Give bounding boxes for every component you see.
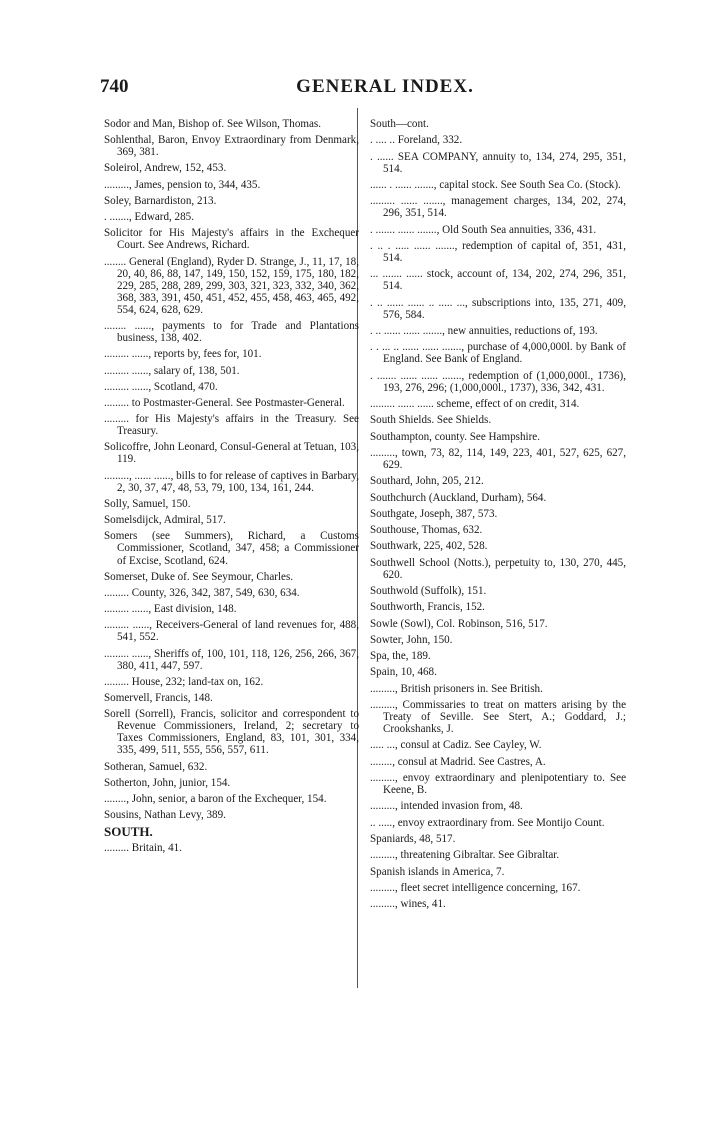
index-entry: ......... ......, Receivers-General of land revenues for, 488, 541, 552.	[104, 619, 359, 644]
index-entry: Somers (see Summers), Richard, a Customs Commissioner, Scotland, 347, 458; a Commissioner of Excise, Scotland, 624.	[104, 530, 359, 567]
index-entry: Southgate, Joseph, 387, 573.	[370, 507, 498, 520]
index-entry: Soleirol, Andrew, 152, 453.	[104, 162, 227, 175]
index-entry: ......... ...... ......., management charges, 134, 202, 274, 296, 351, 514.	[370, 195, 626, 220]
index-entry: ........., fleet secret intelligence concerning, 167.	[370, 881, 581, 894]
index-entry: . ......., Edward, 285.	[104, 211, 194, 224]
index-entry: ........ ......, payments to for Trade and Plantations business, 138, 402.	[104, 320, 359, 345]
index-entry: ......... ......, salary of, 138, 501.	[104, 364, 240, 377]
index-entry: ........., town, 73, 82, 114, 149, 223, 401, 527, 625, 627, 629.	[370, 446, 626, 471]
index-entry: ......... ......, East division, 148.	[104, 603, 237, 616]
index-entry: ..... ..., consul at Cadiz. See Cayley, W.	[370, 739, 542, 752]
index-entry: . ....... ...... ......., Old South Sea annuities, 336, 431.	[370, 223, 597, 236]
index-entry: ........, consul at Madrid. See Castres, A.	[370, 755, 546, 768]
index-entry: ........., Commissaries to treat on matters arising by the Treaty of Seville. See Stert, A.; Goddard, J.; Crookshanks, J.	[370, 699, 626, 736]
right-entry-list	[370, 118, 626, 910]
index-entry: Somerset, Duke of. See Seymour, Charles.	[104, 570, 294, 583]
index-entry: Sotheran, Samuel, 632.	[104, 760, 208, 773]
index-entry: Southchurch (Auckland, Durham), 564.	[370, 491, 547, 504]
index-entry: ......... for His Majesty's affairs in the Treasury. See Treasury.	[104, 413, 359, 438]
index-entry: ......... ......, reports by, fees for, 101.	[104, 348, 262, 361]
index-entry: South—cont.	[370, 118, 429, 130]
index-entry: ......... County, 326, 342, 387, 549, 630, 634.	[104, 586, 300, 599]
index-entry: Somervell, Francis, 148.	[104, 692, 213, 704]
index-entry: ........., British prisoners in. See British.	[370, 682, 543, 695]
index-entry: ......... ...... ...... scheme, effect of on credit, 314.	[370, 398, 580, 411]
index-entry: Southampton, county. See Hampshire.	[370, 430, 540, 443]
left-column	[104, 118, 359, 859]
index-entry: Soley, Barnardiston, 213.	[104, 194, 217, 207]
index-entry: Spain, 10, 468.	[370, 666, 437, 679]
page-number: 740	[100, 76, 129, 97]
index-entry: Sowter, John, 150.	[370, 633, 453, 646]
index-entry: ........ General (England), Ryder D. Strange, J., 11, 17, 18, 20, 40, 86, 88, 147, 149, 150, 152, 159, 175, 180, 182, 229, 285, 288, 289, 299, 303, 321, 323, 332, 340, 362, 368, 383, 391, 450, 451, 452, 455, 458, 463, 465, 492, 554, 624, 628, 629.	[104, 255, 359, 316]
index-entry: . .. ...... ...... .. ..... ..., subscriptions into, 135, 271, 409, 576, 584.	[370, 296, 626, 321]
right-column	[370, 118, 626, 914]
index-entry: Southard, John, 205, 212.	[370, 475, 484, 488]
index-entry: Sohlenthal, Baron, Envoy Extraordinary from Denmark, 369, 381.	[104, 134, 359, 159]
index-entry: Solicitor for His Majesty's affairs in the Exchequer Court. See Andrews, Richard.	[104, 227, 359, 252]
index-entry: Sodor and Man, Bishop of. See Wilson, Thomas.	[104, 118, 322, 130]
index-entry: Sorell (Sorrell), Francis, solicitor and correspondent to Revenue Commissioners, Ireland, 2; secretary to Taxes Commissioners, England, 83, 101, 301, 334, 335, 499, 511, 555, 556, 557, 611.	[104, 708, 359, 757]
index-entry: Southwold (Suffolk), 151.	[370, 585, 487, 598]
index-entry: Spanish islands in America, 7.	[370, 865, 505, 878]
index-entry: . ....... ...... ...... ......., redemption of (1,000,000l., 1736), 193, 276, 296; (1,000,000l., 1737), 336, 342, 431.	[370, 369, 626, 394]
index-entry: Solicoffre, John Leonard, Consul-General at Tetuan, 103, 119.	[104, 441, 359, 466]
page-header	[100, 76, 670, 102]
index-entry: ... ....... ...... stock, account of, 134, 202, 274, 296, 351, 514.	[370, 268, 626, 293]
index-entry: Spaniards, 48, 517.	[370, 832, 456, 845]
index-entry: ......... ......, Scotland, 470.	[104, 380, 218, 393]
index-entry: Southwark, 225, 402, 528.	[370, 540, 488, 553]
index-entry: .. ....., envoy extraordinary from. See Montijo Count.	[370, 816, 605, 829]
index-entry: Sousins, Nathan Levy, 389.	[104, 809, 226, 822]
index-entry: . .... .. Foreland, 332.	[370, 134, 463, 147]
index-entry: ........., ...... ......, bills to for release of captives in Barbary, 2, 30, 37, 47, 48, 53, 79, 100, 134, 161, 244.	[104, 469, 359, 494]
index-entry: . .. ...... ...... ......., new annuities, reductions of, 193.	[370, 325, 598, 337]
index-entry: ........., intended invasion from, 48.	[370, 800, 523, 813]
index-entry: ........., James, pension to, 344, 435.	[104, 178, 261, 191]
index-entry: ........., threatening Gibraltar. See Gibraltar.	[370, 849, 560, 862]
left-after-heading-list	[104, 842, 359, 854]
index-entry: Solly, Samuel, 150.	[104, 497, 191, 510]
index-entry: ......... ......, Sheriffs of, 100, 101, 118, 126, 256, 266, 367, 380, 411, 447, 597.	[104, 647, 359, 672]
page-title: GENERAL INDEX.	[296, 76, 474, 97]
index-entry: ........, John, senior, a baron of the Exchequer, 154.	[104, 793, 327, 806]
index-entry: . . ... .. ...... ...... ......., purchase of 4,000,000l. by Bank of England. See Bank of England.	[370, 341, 626, 366]
section-heading-south: SOUTH.	[104, 824, 153, 840]
index-entry: ........., wines, 41.	[370, 898, 446, 911]
left-entry-list	[104, 118, 359, 821]
index-entry: ......... House, 232; land-tax on, 162.	[104, 675, 264, 688]
index-entry: ......... to Postmaster-General. See Postmaster-General.	[104, 396, 345, 409]
index-entry: Southwell School (Notts.), perpetuity to, 130, 270, 445, 620.	[370, 556, 626, 581]
index-entry: Somelsdijck, Admiral, 517.	[104, 514, 226, 527]
index-entry: . .. . ..... ...... ......., redemption of capital of, 351, 431, 514.	[370, 239, 626, 264]
index-entry: ......... Britain, 41.	[104, 842, 182, 855]
index-entry: Southworth, Francis, 152.	[370, 601, 485, 614]
index-entry: South Shields. See Shields.	[370, 414, 492, 427]
index-entry: Sowle (Sowl), Col. Robinson, 516, 517.	[370, 617, 548, 630]
index-entry: Spa, the, 189.	[370, 650, 431, 663]
index-entry: Southouse, Thomas, 632.	[370, 524, 483, 537]
index-entry: Sotherton, John, junior, 154.	[104, 776, 231, 789]
index-entry: . ...... SEA COMPANY, annuity to, 134, 274, 295, 351, 514.	[370, 150, 626, 175]
index-entry: ........., envoy extraordinary and plenipotentiary to. See Keene, B.	[370, 772, 626, 797]
index-entry: ...... . ...... ......., capital stock. See South Sea Co. (Stock).	[370, 178, 621, 191]
